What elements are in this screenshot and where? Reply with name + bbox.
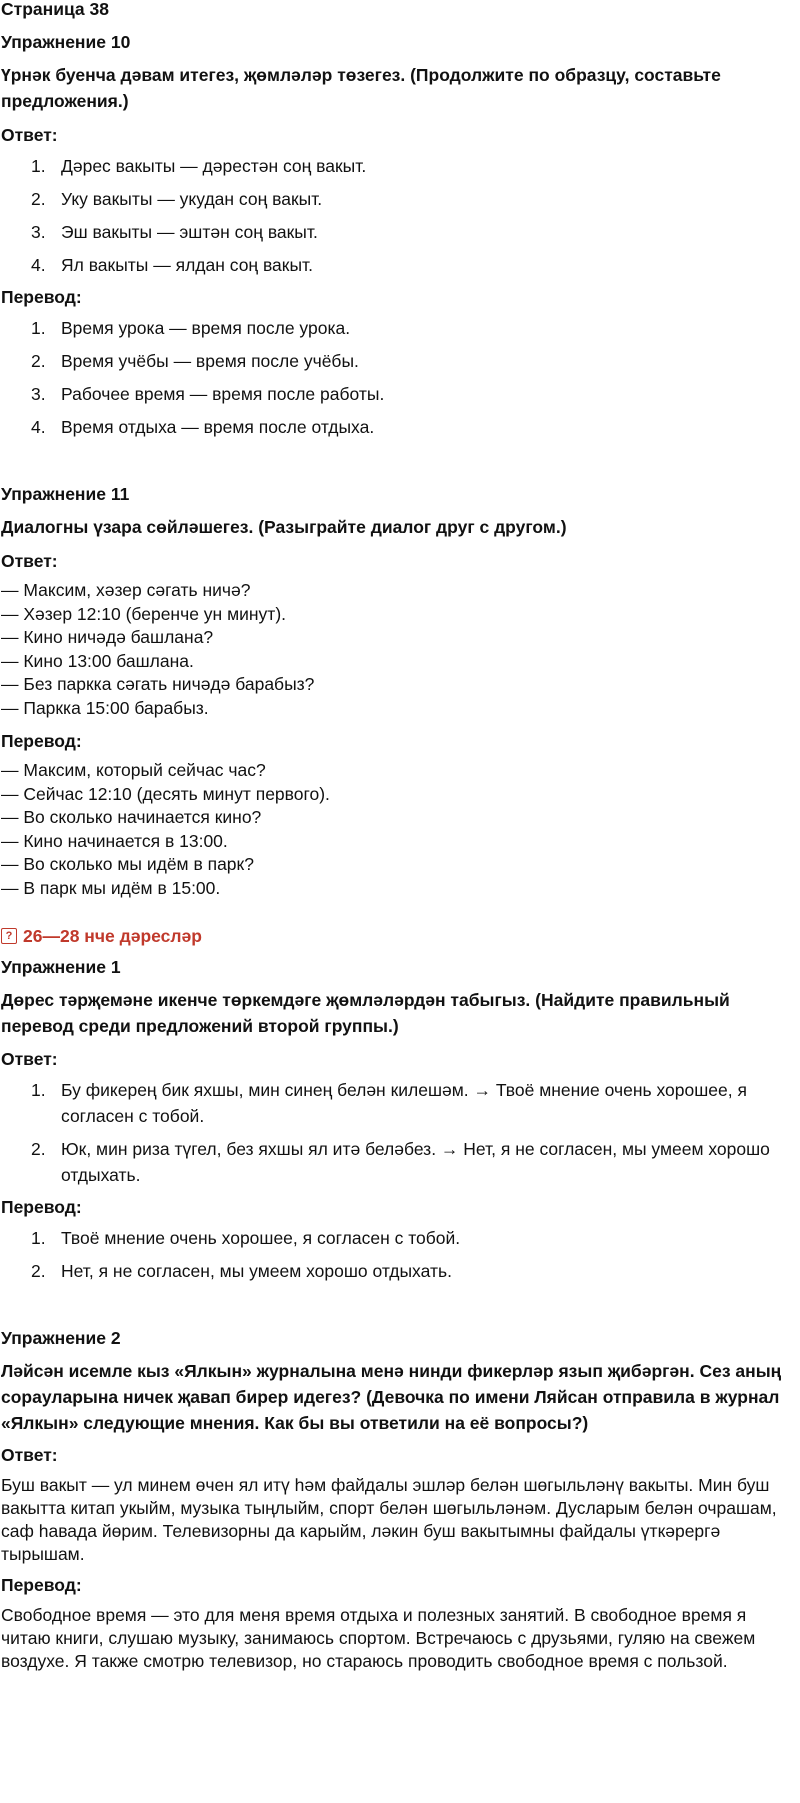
answer-label: Ответ: — [1, 1445, 58, 1465]
exercise-task: Дөрес тәрҗемәне икенче төркемдәге җөмләләрдән табыгыз. (Найдите правильный перевод среди предложений второй группы.) — [1, 990, 730, 1036]
list-item: 1. Время урока — время после урока. — [31, 318, 351, 338]
lesson-heading — [1, 926, 795, 946]
list-item: 2. Уку вакыты — укудан соң вакыт. — [31, 189, 323, 209]
list-item: 3. Рабочее время — время после работы. — [31, 384, 385, 404]
exercise-1 — [1, 957, 795, 1284]
dialog-line: — Без паркка сәгать ничәдә барабыз? — [1, 674, 315, 694]
dialog-line: — Во сколько начинается кино? — [1, 807, 262, 827]
exercise-10 — [1, 32, 795, 440]
dialog — [1, 579, 795, 720]
answer-list — [1, 1077, 795, 1188]
translation-list — [1, 1225, 795, 1284]
list-item: 2. Нет, я не согласен, мы умеем хорошо отдыхать. — [31, 1261, 452, 1281]
list-item: 2. Юк, мин риза түгел, без яхшы ял итә беләбез. → Нет, я не согласен, мы умеем хорошо отдыхать. — [31, 1139, 770, 1185]
exercise-task: Үрнәк буенча дәвам итегез, җөмләләр төзегез. (Продолжите по образцу, составьте предложения.) — [1, 65, 721, 111]
exercise-task: Ләйсән исемле кыз «Ялкын» журналына менә нинди фикерләр язып җибәргән. Сез аның сорауларына ничек җавап бирер идегез? (Девочка по имени Ляйсан отправила в журнал «Ялкын» следующие мнения. Как бы вы ответили на её вопросы?) — [1, 1361, 782, 1433]
page-title: Страница 38 — [1, 0, 109, 19]
dialog-line: — В парк мы идём в 15:00. — [1, 877, 221, 898]
exercise-title: Упражнение 2 — [1, 1328, 121, 1348]
list-item: 3. Эш вакыты — эштән соң вакыт. — [31, 222, 318, 242]
list-item: 4. Ял вакыты — ялдан соң вакыт. — [31, 255, 313, 275]
question-icon: ? — [1, 928, 17, 944]
list-item: 1. Дәрес вакыты — дәрестән соң вакыт. — [31, 156, 367, 176]
dialog-line: — Максим, хәзер сәгать ничә? — [1, 580, 251, 600]
translation-list — [1, 315, 795, 440]
dialog-line: — Хәзер 12:10 (беренче ун минут). — [1, 603, 287, 624]
list-item: 1. Твоё мнение очень хорошее, я согласен с тобой. — [31, 1228, 461, 1248]
translation-label: Перевод: — [1, 1197, 82, 1217]
translation-paragraph: Свободное время — это для меня время отдыха и полезных занятий. В свободное время я читаю книги, слушаю музыку, занимаюсь спортом. Встречаюсь с друзьями, гуляю на свежем воздухе. Я также смотрю телевизор, но стараюсь проводить свободное время с пользой. — [1, 1605, 756, 1671]
dialog-line: — Кино 13:00 башлана. — [1, 650, 194, 671]
dialog-line: — Кино начинается в 13:00. — [1, 830, 228, 851]
answer-label: Ответ: — [1, 551, 58, 571]
exercise-title: Упражнение 11 — [1, 484, 130, 504]
exercise-title: Упражнение 1 — [1, 957, 121, 977]
translation-label: Перевод: — [1, 287, 82, 307]
translation-label: Перевод: — [1, 1575, 82, 1595]
answer-label: Ответ: — [1, 125, 58, 145]
answer-paragraph: Буш вакыт — ул минем өчен ял итү һәм файдалы эшләр белән шөгыльләнү вакыты. Мин буш вакытта китап укыйм, музыка тыңлыйм, спорт белән шөгыльләнәм. Дусларым белән очрашам, саф һавада йөрим. Телевизорны да карыйм, ләкин буш вакытымны файдалы үткәрергә тырышам. — [1, 1475, 777, 1564]
dialog-translation — [1, 759, 795, 900]
list-item: 1. Бу фикерең бик яхшы, мин синең белән килешәм. → Твоё мнение очень хорошее, я согласен с тобой. — [31, 1080, 747, 1126]
dialog-line: — Кино ничәдә башлана? — [1, 627, 214, 647]
exercise-title: Упражнение 10 — [1, 32, 131, 52]
answer-label: Ответ: — [1, 1049, 58, 1069]
exercise-11 — [1, 484, 795, 900]
translation-label: Перевод: — [1, 731, 82, 751]
exercise-task: Диалогны үзара сөйләшегез. (Разыграйте диалог друг с другом.) — [1, 517, 567, 537]
dialog-line: — Сейчас 12:10 (десять минут первого). — [1, 783, 330, 804]
lesson-title: 26—28 нче дәресләр — [23, 926, 202, 946]
dialog-line: — Максим, который сейчас час? — [1, 760, 266, 780]
dialog-line: — Во сколько мы идём в парк? — [1, 854, 254, 874]
list-item: 2. Время учёбы — время после учёбы. — [31, 351, 359, 371]
list-item: 4. Время отдыха — время после отдыха. — [31, 417, 375, 437]
dialog-line: — Паркка 15:00 барабыз. — [1, 697, 209, 718]
answer-list — [1, 153, 795, 278]
exercise-2 — [1, 1328, 795, 1673]
